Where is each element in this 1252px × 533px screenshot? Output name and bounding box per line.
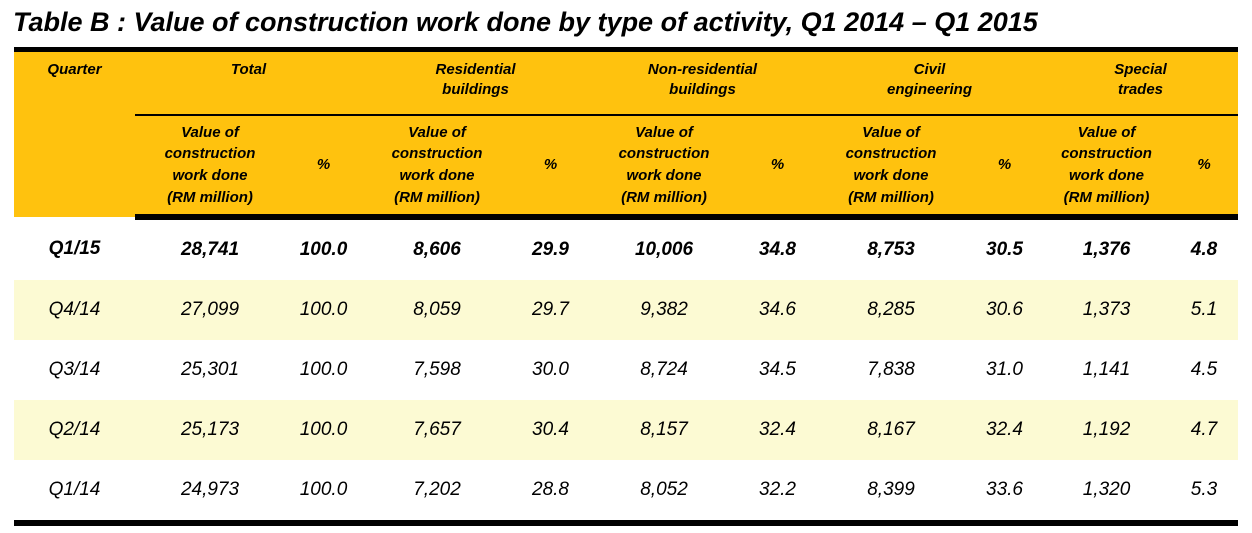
cell-value: 10,006 [634,239,694,260]
cell-value: 25,173 [180,419,240,440]
cell-pct: 34.6 [759,299,796,320]
cell-value: 7,838 [867,359,915,380]
cell-value: 25,301 [180,359,240,380]
group-header-civil-engineering: Civil engineering [816,50,1043,116]
cell-value: 9,382 [640,299,688,320]
cell-pct: 32.4 [759,419,796,440]
cell-value: 7,202 [413,479,461,500]
cell-pct: 28.8 [532,479,569,500]
table-header [14,50,1238,218]
cell-pct: 100.0 [299,479,348,500]
cell-pct: 29.7 [532,299,569,320]
sub-header-value-non-residential: Value of construction work done (RM million) [589,115,739,217]
col-header-quarter: Quarter [14,50,135,218]
page-title: Table B : Value of construction work done by type of activity, Q1 2014 – Q1 2015 [13,7,1038,37]
group-header-residential: Residential buildings [362,50,589,116]
cell-quarter: Q4/14 [48,299,101,320]
cell-pct: 100.0 [299,419,348,440]
cell-pct: 4.5 [1190,359,1218,380]
cell-value: 28,741 [180,239,240,260]
sub-header-pct-civil-engineering: % [966,115,1043,217]
sub-header-pct-non-residential: % [739,115,816,217]
table-body [14,217,1238,523]
cell-pct: 100.0 [299,239,348,260]
cell-value: 8,285 [867,299,915,320]
table-row-q1-15 [14,217,1238,280]
sub-header-pct-total: % [285,115,362,217]
sub-header-pct-residential: % [512,115,589,217]
cell-pct: 4.7 [1190,419,1218,440]
cell-value: 1,141 [1082,359,1131,380]
cell-value: 7,657 [413,419,461,440]
cell-pct: 100.0 [299,299,348,320]
table-row-q2-14 [14,400,1238,460]
cell-value: 1,192 [1082,419,1131,440]
sub-header-pct-special-trades: % [1170,115,1238,217]
group-header-total: Total [135,50,362,116]
construction-table [14,47,1238,526]
cell-value: 8,157 [640,419,688,440]
cell-value: 8,167 [867,419,915,440]
cell-quarter: Q1/14 [48,479,101,500]
cell-value: 27,099 [180,299,240,320]
cell-pct: 34.8 [759,239,796,260]
sub-header-value-special-trades: Value of construction work done (RM million) [1043,115,1170,217]
cell-value: 8,399 [867,479,915,500]
group-header-row [14,50,1238,116]
cell-pct: 33.6 [986,479,1023,500]
cell-value: 1,320 [1082,479,1131,500]
cell-value: 24,973 [180,479,240,500]
cell-pct: 100.0 [299,359,348,380]
cell-pct: 32.4 [986,419,1023,440]
cell-pct: 29.9 [532,239,569,260]
cell-pct: 31.0 [986,359,1023,380]
cell-value: 8,606 [413,239,461,260]
cell-pct: 5.3 [1190,479,1218,500]
cell-value: 8,052 [640,479,688,500]
cell-pct: 32.2 [759,479,796,500]
cell-quarter: Q3/14 [48,359,101,380]
cell-value: 1,376 [1082,239,1131,260]
cell-pct: 30.5 [986,239,1023,260]
cell-quarter: Q1/15 [48,237,101,259]
group-header-special-trades: Special trades [1043,50,1238,116]
cell-pct: 30.4 [532,419,569,440]
table-row-q1-14 [14,460,1238,523]
cell-pct: 34.5 [759,359,796,380]
group-header-non-residential: Non-residential buildings [589,50,816,116]
sub-header-value-total: Value of construction work done (RM million) [135,115,285,217]
cell-value: 8,724 [640,359,688,380]
cell-pct: 4.8 [1190,239,1218,260]
cell-value: 8,753 [867,239,915,260]
sub-header-value-residential: Value of construction work done (RM million) [362,115,512,217]
cell-value: 7,598 [413,359,461,380]
cell-pct: 30.0 [532,359,569,380]
cell-pct: 5.1 [1190,299,1218,320]
cell-pct: 30.6 [986,299,1023,320]
sub-header-row [14,115,1238,217]
sub-header-value-civil-engineering: Value of construction work done (RM million) [816,115,966,217]
cell-value: 8,059 [413,299,461,320]
table-row-q4-14 [14,280,1238,340]
cell-quarter: Q2/14 [48,419,101,440]
cell-value: 1,373 [1082,299,1131,320]
table-row-q3-14 [14,340,1238,400]
